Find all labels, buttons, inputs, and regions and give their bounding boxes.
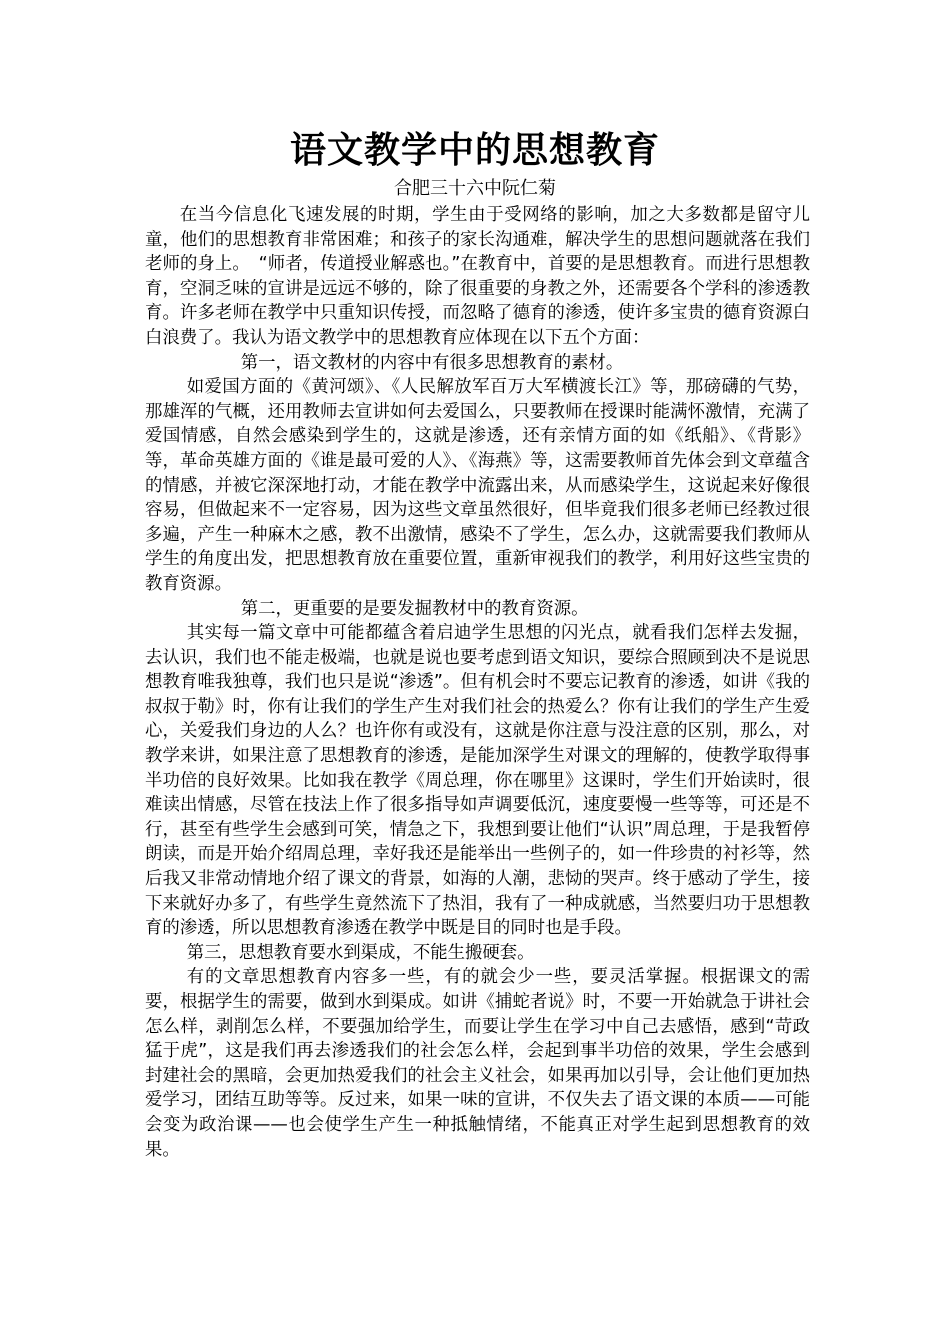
section-heading-2: 第二，更重要的是要发掘教材中的教育资源。 [240, 598, 589, 619]
section-paragraph-2: 其实每一篇文章中可能都蕴含着启迪学生思想的闪光点，就看我们怎样去发掘，去认识，我们也不能走极端，也就是说也要考虑到语文知识，要综合照顾到决不是说思想教育唯我独尊，我们也只是说“渗透”。但有机会时不要忘记教育的渗透，如讲《我的叔叔于勒》时，你有让我们的学生产生对我们社会的热爱么？你有让我们的学生产生爱心，关爱我们身边的人么？也许你有或没有，这就是你注意与没注意的区别，那么，对教学来讲，如果注意了思想教育的渗透，是能加深学生对课文的理解的，使教学取得事半功倍的良好效果。比如我在教学《周总理，你在哪里》这课时，学生们开始读时，很难读出情感，尽管在技法上作了很多指导如声调要低沉，速度要慢一些等等，可还是不行，甚至有些学生会感到可笑，情急之下，我想到要让他们“认识”周总理，于是我暂停朗读，而是开始介绍周总理，幸好我还是能举出一些例子的，如一件珍贵的衬衫等，然后我又非常动情地介绍了课文的背景，如海的人潮，悲恸的哭声。终于感动了学生，接下来就好办多了，有些学生竟然流下了热泪，我有了一种成就感，当然要归功于思想教育的渗透，所以思想教育渗透在教学中既是目的同时也是手段。 [145, 623, 810, 939]
section-heading-1: 第一，语文教材的内容中有很多思想教育的素材。 [240, 352, 624, 373]
intro-paragraph: 在当今信息化飞速发展的时期，学生由于受网络的影响，加之大多数都是留守儿童，他们的思想教育非常困难；和孩子的家长沟通难，解决学生的思想问题就落在我们老师的身上。 “师者，传道授业解惑也。”在教育中，首要的是思想教育。而进行思想教育，空洞乏味的宣讲是远远不够的，除了很重要的身教之外，还需要各个学科的渗透教育。许多老师在教学中只重知识传授，而忽略了德育的渗透，使许多宝贵的德育资源白白浪费了。我认为语文教学中的思想教育应体现在以下五个方面： [145, 205, 810, 348]
document-body [145, 203, 810, 1162]
document-author: 合肥三十六中阮仁菊 [394, 178, 556, 199]
section-heading-3: 第三，思想教育要水到渠成，不能生搬硬套。 [186, 942, 535, 963]
document-title: 语文教学中的思想教育 [289, 130, 660, 171]
section-paragraph-1: 如爱国方面的《黄河颂》、《人民解放军百万大军横渡长江》等，那磅礴的气势，那雄浑的气概，还用教师去宣讲如何去爱国么，只要教师在授课时能满怀激情，充满了爱国情感，自然会感染到学生的，这就是渗透，还有亲情方面的如《纸船》、《背影》等，革命英雄方面的《谁是最可爱的人》、《海燕》等，这需要教师首先体会到文章蕴含的情感，并被它深深地打动，才能在教学中流露出来，从而感染学生，这说起来好像很容易，但做起来不一定容易，因为这些文章虽然很好，但毕竟我们很多老师已经教过很多遍，产生一种麻木之感，教不出激情，感染不了学生，怎么办，这就需要我们教师从学生的角度出发，把思想教育放在重要位置，重新审视我们的教学，利用好这些宝贵的教育资源。 [145, 377, 810, 594]
section-paragraph-3: 有的文章思想教育内容多一些，有的就会少一些，要灵活掌握。根据课文的需要，根据学生的需要，做到水到渠成。如讲《捕蛇者说》时，不要一开始就急于讲社会怎么样，剥削怎么样，不要强加给学生，而要让学生在学习中自己去感悟，感到“苛政猛于虎”，这是我们再去渗透我们的社会怎么样，会起到事半功倍的效果，学生会感到封建社会的黑暗，会更加热爱我们的社会主义社会，如果再加以引导，会让他们更加热爱学习，团结互助等等。反过来，如果一味的宣讲，不仅失去了语文课的本质——可能会变为政治课——也会使学生产生一种抵触情绪，不能真正对学生起到思想教育的效果。 [145, 967, 810, 1160]
